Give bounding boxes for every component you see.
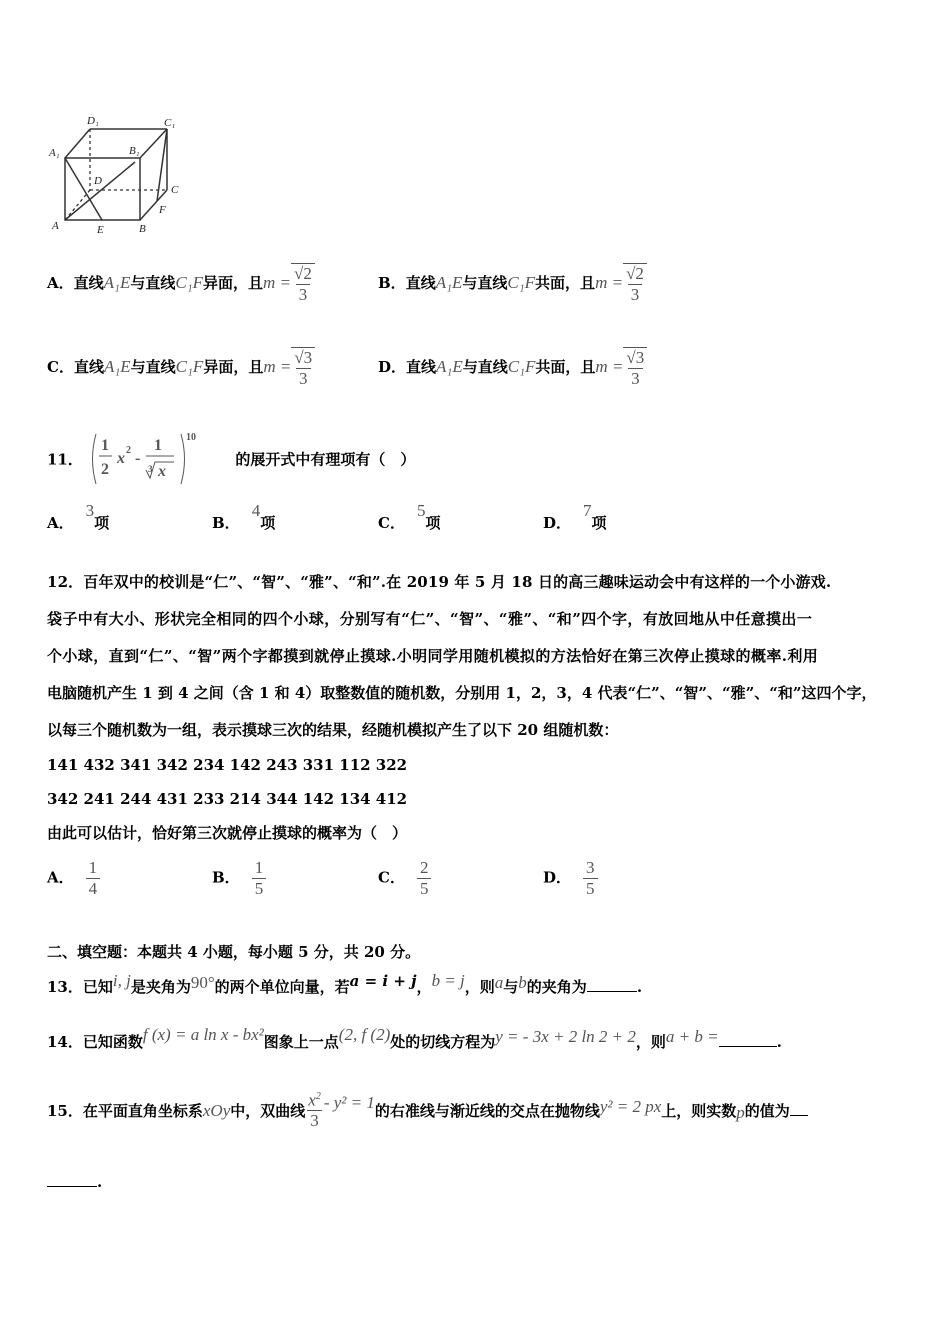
- q12-option-b: B． $\frac{1}{5}$: [212, 858, 266, 899]
- label-d1: D₁: [87, 115, 99, 127]
- label-f: F: [159, 204, 166, 216]
- cube-figure: [45, 112, 190, 237]
- q10-option-c: C．直线A₁E与直线C₁F异面，且m = $\frac{√3}{3}$: [47, 347, 315, 389]
- q12-random-row-1: 141 432 341 342 234 142 243 331 112 322: [47, 756, 408, 774]
- label-e: E: [97, 224, 104, 236]
- q15-answer-blank-part-1[interactable]: [790, 1101, 808, 1116]
- q11-expression: [88, 430, 230, 488]
- q15: 15．在平面直角坐标系xOy中，双曲线 $\frac{x^2}{3}$ - y² = 1的右准线与渐近线的交点在抛物线y² = 2 px上，则实数p的值为: [47, 1085, 808, 1137]
- label-c1: C₁: [164, 117, 176, 129]
- section-2-header: 二、填空题：本题共 4 小题，每小题 5 分，共 20 分。: [47, 943, 421, 961]
- q15-continuation: .: [47, 1172, 102, 1191]
- q14: 14．已知函数f (x) = a ln x - bx²图象上一点(2, f (2)处的切线方程为y = - 3x + 2 ln 2 + 2，则a + b = .: [47, 1025, 782, 1051]
- label-b1: B₁: [129, 145, 140, 157]
- q11-option-b: B．4项: [212, 501, 276, 532]
- q12-line-3: 个小球，直到“仁”、“智”两个字都摸到就停止摸球.小明同学用随机模拟的方法恰好在第三次停止摸球的概率.利用: [47, 647, 819, 665]
- q14-answer-blank[interactable]: [719, 1032, 777, 1047]
- q12-line-1: 12．百年双中的校训是“仁”、“智”、“雅”、“和”.在 2019 年 5 月 18 日的高三趣味运动会中有这样的一个小游戏.: [47, 573, 832, 591]
- q12-option-c: C． $\frac{2}{5}$: [378, 858, 431, 899]
- q11-option-d: D．7项: [543, 501, 607, 532]
- q15-answer-blank-part-2[interactable]: [47, 1172, 97, 1187]
- q12-random-row-2: 342 241 244 431 233 214 344 142 134 412: [47, 790, 408, 808]
- q12-line-4: 电脑随机产生 1 到 4 之间（含 1 和 4）取整数值的随机数，分别用 1，2，3，4 代表“仁”、“智”、“雅”、“和”这四个字，: [47, 684, 877, 702]
- label-a: A: [52, 220, 59, 232]
- svg-text:2: 2: [126, 445, 132, 456]
- q11-stem: 11． 1 2 x 2 - 1 3 x 10 的展开式中有理项有（ ）: [47, 430, 415, 488]
- svg-text:x: x: [117, 450, 126, 467]
- svg-text:3: 3: [148, 464, 153, 474]
- q13: 13．已知i, j是夹角为90°的两个单位向量，若a = i + j，b = j，则a与b的夹角为 .: [47, 971, 643, 996]
- label-a1: A₁: [49, 147, 60, 159]
- label-c: C: [171, 184, 179, 196]
- svg-text:-: -: [135, 450, 141, 467]
- svg-text:10: 10: [186, 432, 197, 443]
- label-d: D: [94, 175, 102, 187]
- q12-line-2: 袋子中有大小、形状完全相同的四个小球，分别写有“仁”、“智”、“雅”、“和”四个字，有放回地从中任意摸出一: [47, 610, 813, 628]
- svg-text:2: 2: [101, 461, 110, 478]
- svg-text:1: 1: [101, 437, 110, 454]
- svg-text:x: x: [158, 463, 167, 480]
- q10-option-a: A．直线A₁E与直线C₁F异面，且m = $\frac{√2}{3}$: [47, 263, 315, 305]
- q12-question: 由此可以估计，恰好第三次就停止摸球的概率为（ ）: [47, 824, 408, 842]
- q10-option-d: D．直线A₁E与直线C₁F共面，且m = $\frac{√3}{3}$: [378, 347, 647, 389]
- q10-option-b: B．直线A₁E与直线C₁F共面，且m = $\frac{√2}{3}$: [378, 263, 647, 305]
- label-b: B: [139, 223, 146, 235]
- q11-option-a: A．3项: [47, 501, 110, 532]
- svg-text:1: 1: [154, 437, 163, 454]
- q12-option-a: A． $\frac{1}{4}$: [47, 858, 100, 899]
- q12-line-5: 以每三个随机数为一组，表示摸球三次的结果，经随机模拟产生了以下 20 组随机数：: [47, 721, 619, 739]
- q11-option-c: C．5项: [378, 501, 441, 532]
- q13-answer-blank[interactable]: [587, 977, 637, 992]
- q12-option-d: D． $\frac{3}{5}$: [543, 858, 598, 899]
